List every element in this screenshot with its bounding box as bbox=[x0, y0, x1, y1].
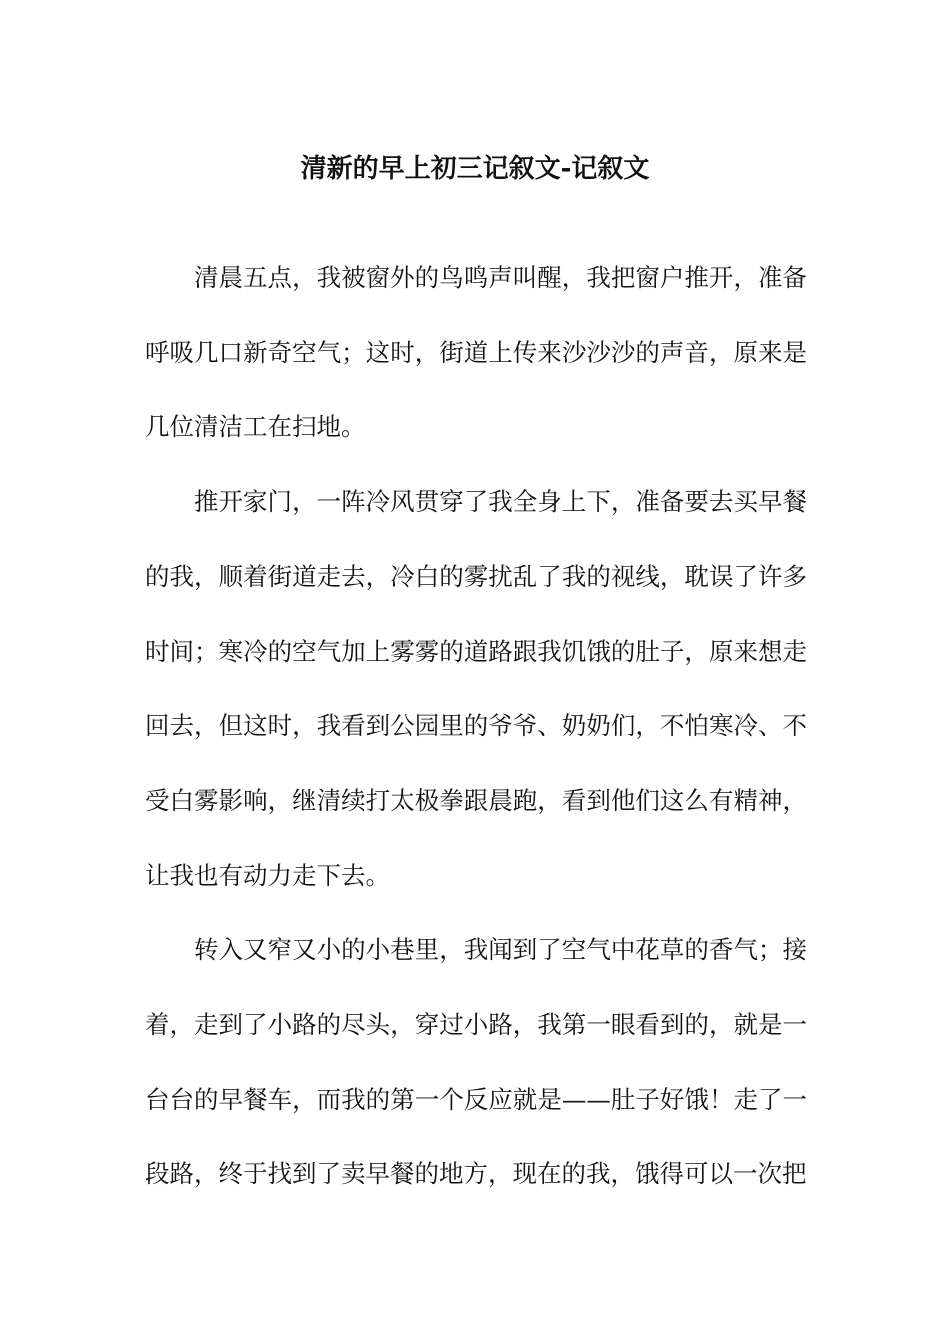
paragraph-3: 转入又窄又小的小巷里，我闻到了空气中花草的香气；接着，走到了小路的尽头，穿过小路，我第一眼看到的，就是一台台的早餐车，而我的第一个反应就是——肚子好饿！走了一段路，终于找到了卖早餐的地方，现在的我，饿得可以一次把 bbox=[145, 935, 807, 1189]
document-body bbox=[145, 241, 807, 1212]
paragraph-1: 清晨五点，我被窗外的鸟鸣声叫醒，我把窗户推开，准备呼吸几口新奇空气；这时，街道上传来沙沙沙的声音，原来是几位清洁工在扫地。 bbox=[145, 263, 807, 442]
document-title: 清新的早上初三记叙文-记叙文 bbox=[300, 154, 650, 185]
paragraph-2: 推开家门，一阵冷风贯穿了我全身上下，准备要去买早餐的我，顺着街道走去，冷白的雾扰乱了我的视线，耽误了许多时间；寒冷的空气加上雾雾的道路跟我饥饿的肚子，原来想走回去，但这时，我看到公园里的爷爷、奶奶们，不怕寒冷、不受白雾影响，继清续打太极拳跟晨跑，看到他们这么有精神，让我也有动力走下去。 bbox=[145, 487, 807, 890]
